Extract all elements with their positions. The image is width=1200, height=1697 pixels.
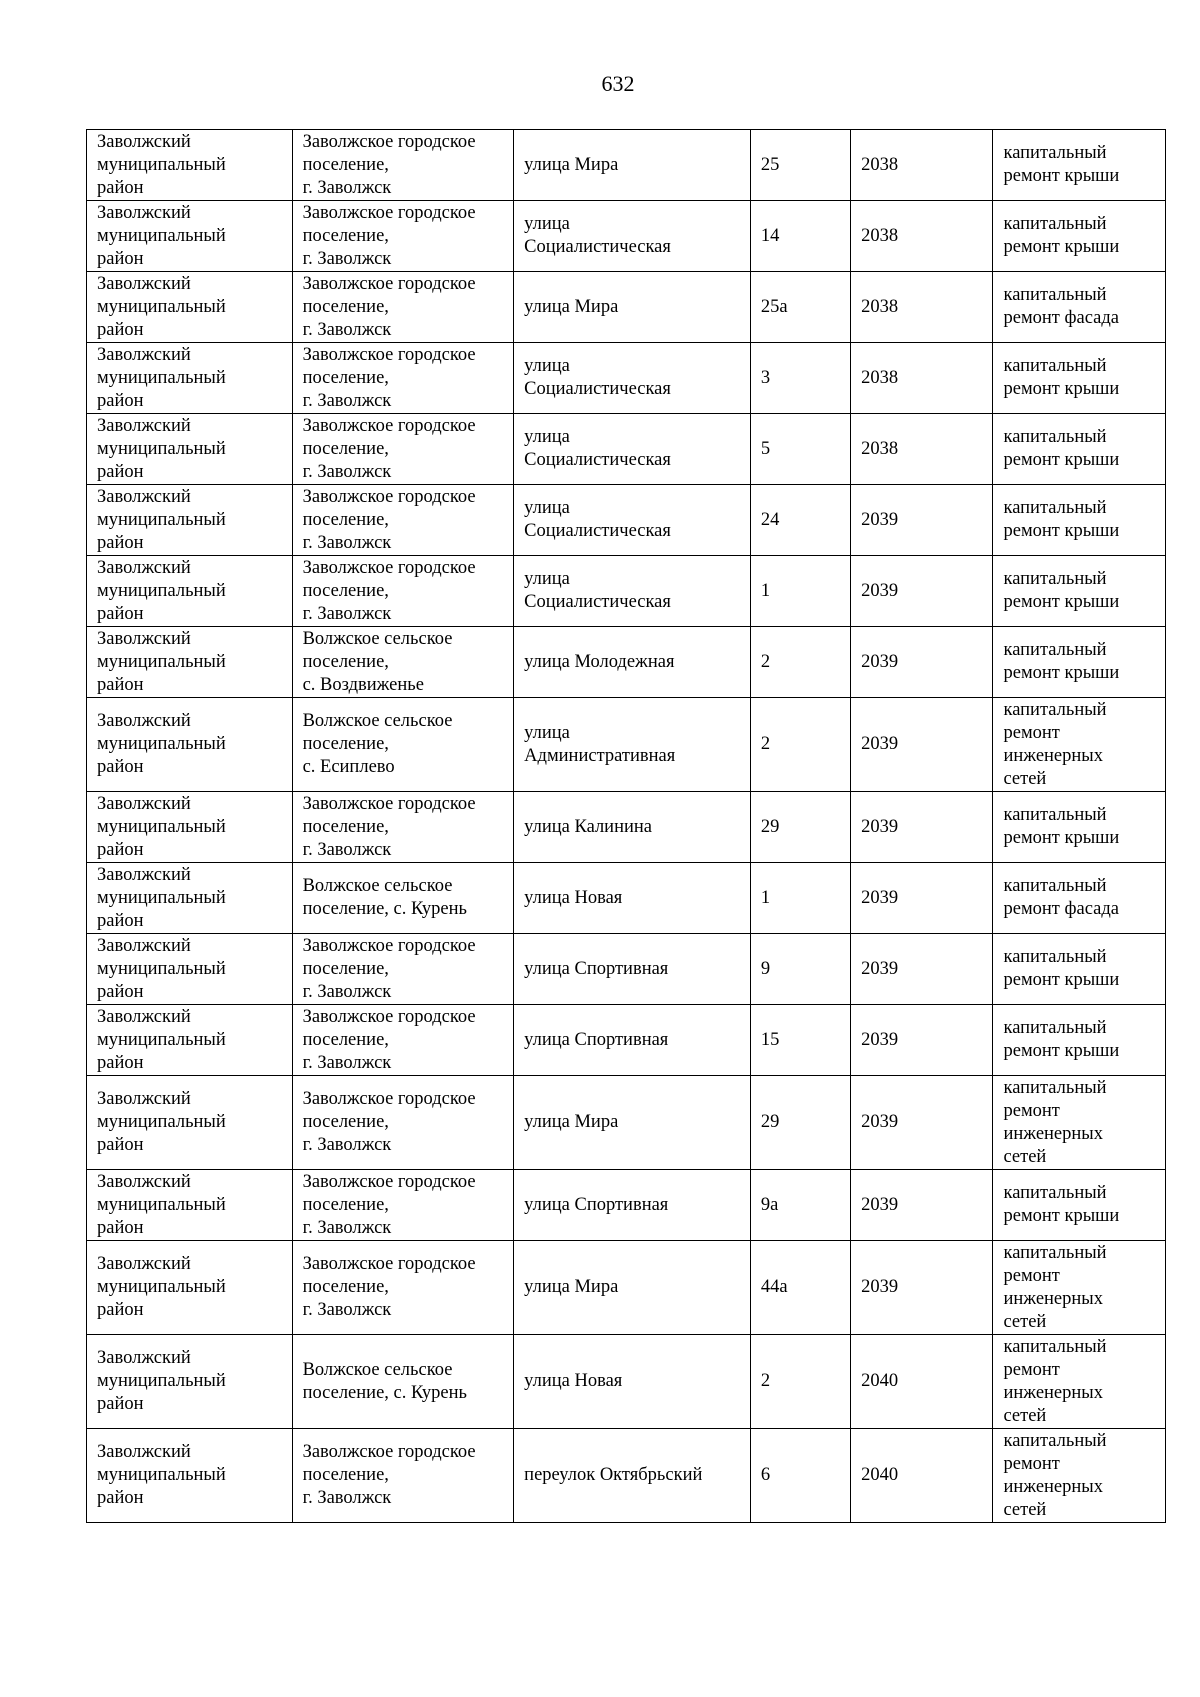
work-type-cell: капитальный ремонт крыши <box>993 1005 1166 1076</box>
table-row <box>87 698 1166 792</box>
table-row <box>87 627 1166 698</box>
house-number-cell: 15 <box>750 1005 850 1076</box>
repair-schedule-table <box>86 129 1166 1523</box>
table-row <box>87 485 1166 556</box>
settlement-cell: Волжское сельское поселение, с. Есиплево <box>292 698 514 792</box>
street-cell: улица Новая <box>514 863 751 934</box>
district-cell: Заволжский муниципальный район <box>87 201 293 272</box>
work-type-cell: капитальный ремонт крыши <box>993 792 1166 863</box>
street-cell: улица Административная <box>514 698 751 792</box>
street-cell: переулок Октябрьский <box>514 1429 751 1523</box>
district-cell: Заволжский муниципальный район <box>87 698 293 792</box>
house-number-cell: 6 <box>750 1429 850 1523</box>
table-row <box>87 934 1166 1005</box>
planned-year-cell: 2038 <box>851 414 993 485</box>
street-cell: улица Мира <box>514 272 751 343</box>
house-number-cell: 44а <box>750 1241 850 1335</box>
house-number-cell: 9а <box>750 1170 850 1241</box>
street-cell: улица Социалистическая <box>514 556 751 627</box>
table-row <box>87 1076 1166 1170</box>
work-type-cell: капитальный ремонт фасада <box>993 272 1166 343</box>
street-cell: улица Мира <box>514 1076 751 1170</box>
street-cell: улица Молодежная <box>514 627 751 698</box>
street-cell: улица Спортивная <box>514 1005 751 1076</box>
street-cell: улица Социалистическая <box>514 485 751 556</box>
planned-year-cell: 2039 <box>851 556 993 627</box>
street-cell: улица Спортивная <box>514 934 751 1005</box>
district-cell: Заволжский муниципальный район <box>87 414 293 485</box>
settlement-cell: Заволжское городское поселение, г. Заволжск <box>292 1076 514 1170</box>
work-type-cell: капитальный ремонт инженерных сетей <box>993 1335 1166 1429</box>
street-cell: улица Новая <box>514 1335 751 1429</box>
work-type-cell: капитальный ремонт крыши <box>993 556 1166 627</box>
house-number-cell: 1 <box>750 863 850 934</box>
settlement-cell: Заволжское городское поселение, г. Заволжск <box>292 1005 514 1076</box>
house-number-cell: 25 <box>750 130 850 201</box>
district-cell: Заволжский муниципальный район <box>87 1170 293 1241</box>
house-number-cell: 2 <box>750 698 850 792</box>
district-cell: Заволжский муниципальный район <box>87 343 293 414</box>
page-number: 632 <box>601 71 635 96</box>
table-row <box>87 792 1166 863</box>
house-number-cell: 3 <box>750 343 850 414</box>
district-cell: Заволжский муниципальный район <box>87 934 293 1005</box>
table-row <box>87 1241 1166 1335</box>
work-type-cell: капитальный ремонт инженерных сетей <box>993 1076 1166 1170</box>
planned-year-cell: 2039 <box>851 1241 993 1335</box>
street-cell: улица Мира <box>514 130 751 201</box>
settlement-cell: Заволжское городское поселение, г. Заволжск <box>292 343 514 414</box>
settlement-cell: Заволжское городское поселение, г. Заволжск <box>292 201 514 272</box>
house-number-cell: 14 <box>750 201 850 272</box>
table-row <box>87 1335 1166 1429</box>
settlement-cell: Волжское сельское поселение, с. Курень <box>292 863 514 934</box>
settlement-cell: Заволжское городское поселение, г. Заволжск <box>292 792 514 863</box>
settlement-cell: Заволжское городское поселение, г. Заволжск <box>292 485 514 556</box>
table-row <box>87 414 1166 485</box>
work-type-cell: капитальный ремонт инженерных сетей <box>993 1429 1166 1523</box>
table-row <box>87 556 1166 627</box>
district-cell: Заволжский муниципальный район <box>87 130 293 201</box>
district-cell: Заволжский муниципальный район <box>87 1429 293 1523</box>
house-number-cell: 29 <box>750 792 850 863</box>
table-row <box>87 1005 1166 1076</box>
district-cell: Заволжский муниципальный район <box>87 627 293 698</box>
house-number-cell: 25а <box>750 272 850 343</box>
house-number-cell: 5 <box>750 414 850 485</box>
work-type-cell: капитальный ремонт крыши <box>993 627 1166 698</box>
settlement-cell: Заволжское городское поселение, г. Заволжск <box>292 1429 514 1523</box>
district-cell: Заволжский муниципальный район <box>87 1005 293 1076</box>
planned-year-cell: 2039 <box>851 1170 993 1241</box>
work-type-cell: капитальный ремонт крыши <box>993 1170 1166 1241</box>
table-row <box>87 1429 1166 1523</box>
street-cell: улица Калинина <box>514 792 751 863</box>
work-type-cell: капитальный ремонт крыши <box>993 130 1166 201</box>
district-cell: Заволжский муниципальный район <box>87 792 293 863</box>
work-type-cell: капитальный ремонт фасада <box>993 863 1166 934</box>
planned-year-cell: 2040 <box>851 1335 993 1429</box>
planned-year-cell: 2040 <box>851 1429 993 1523</box>
house-number-cell: 2 <box>750 1335 850 1429</box>
table-row <box>87 130 1166 201</box>
street-cell: улица Спортивная <box>514 1170 751 1241</box>
house-number-cell: 1 <box>750 556 850 627</box>
work-type-cell: капитальный ремонт крыши <box>993 343 1166 414</box>
planned-year-cell: 2039 <box>851 485 993 556</box>
street-cell: улица Социалистическая <box>514 414 751 485</box>
planned-year-cell: 2038 <box>851 272 993 343</box>
planned-year-cell: 2039 <box>851 627 993 698</box>
table-body <box>87 130 1166 1523</box>
work-type-cell: капитальный ремонт крыши <box>993 485 1166 556</box>
work-type-cell: капитальный ремонт инженерных сетей <box>993 698 1166 792</box>
district-cell: Заволжский муниципальный район <box>87 556 293 627</box>
work-type-cell: капитальный ремонт крыши <box>993 934 1166 1005</box>
street-cell: улица Социалистическая <box>514 201 751 272</box>
street-cell: улица Мира <box>514 1241 751 1335</box>
settlement-cell: Заволжское городское поселение, г. Заволжск <box>292 414 514 485</box>
district-cell: Заволжский муниципальный район <box>87 1335 293 1429</box>
planned-year-cell: 2039 <box>851 698 993 792</box>
work-type-cell: капитальный ремонт крыши <box>993 201 1166 272</box>
house-number-cell: 29 <box>750 1076 850 1170</box>
table-row <box>87 272 1166 343</box>
work-type-cell: капитальный ремонт крыши <box>993 414 1166 485</box>
house-number-cell: 24 <box>750 485 850 556</box>
planned-year-cell: 2039 <box>851 863 993 934</box>
planned-year-cell: 2039 <box>851 1005 993 1076</box>
district-cell: Заволжский муниципальный район <box>87 272 293 343</box>
table-row <box>87 343 1166 414</box>
table-row <box>87 863 1166 934</box>
district-cell: Заволжский муниципальный район <box>87 485 293 556</box>
settlement-cell: Заволжское городское поселение, г. Заволжск <box>292 130 514 201</box>
street-cell: улица Социалистическая <box>514 343 751 414</box>
house-number-cell: 2 <box>750 627 850 698</box>
work-type-cell: капитальный ремонт инженерных сетей <box>993 1241 1166 1335</box>
planned-year-cell: 2038 <box>851 201 993 272</box>
house-number-cell: 9 <box>750 934 850 1005</box>
settlement-cell: Заволжское городское поселение, г. Заволжск <box>292 1170 514 1241</box>
table-row <box>87 1170 1166 1241</box>
settlement-cell: Заволжское городское поселение, г. Заволжск <box>292 1241 514 1335</box>
settlement-cell: Волжское сельское поселение, с. Воздвиженье <box>292 627 514 698</box>
district-cell: Заволжский муниципальный район <box>87 1241 293 1335</box>
district-cell: Заволжский муниципальный район <box>87 1076 293 1170</box>
table-row <box>87 201 1166 272</box>
planned-year-cell: 2039 <box>851 1076 993 1170</box>
planned-year-cell: 2038 <box>851 130 993 201</box>
planned-year-cell: 2039 <box>851 934 993 1005</box>
planned-year-cell: 2039 <box>851 792 993 863</box>
district-cell: Заволжский муниципальный район <box>87 863 293 934</box>
settlement-cell: Заволжское городское поселение, г. Заволжск <box>292 556 514 627</box>
settlement-cell: Волжское сельское поселение, с. Курень <box>292 1335 514 1429</box>
settlement-cell: Заволжское городское поселение, г. Заволжск <box>292 272 514 343</box>
planned-year-cell: 2038 <box>851 343 993 414</box>
settlement-cell: Заволжское городское поселение, г. Заволжск <box>292 934 514 1005</box>
